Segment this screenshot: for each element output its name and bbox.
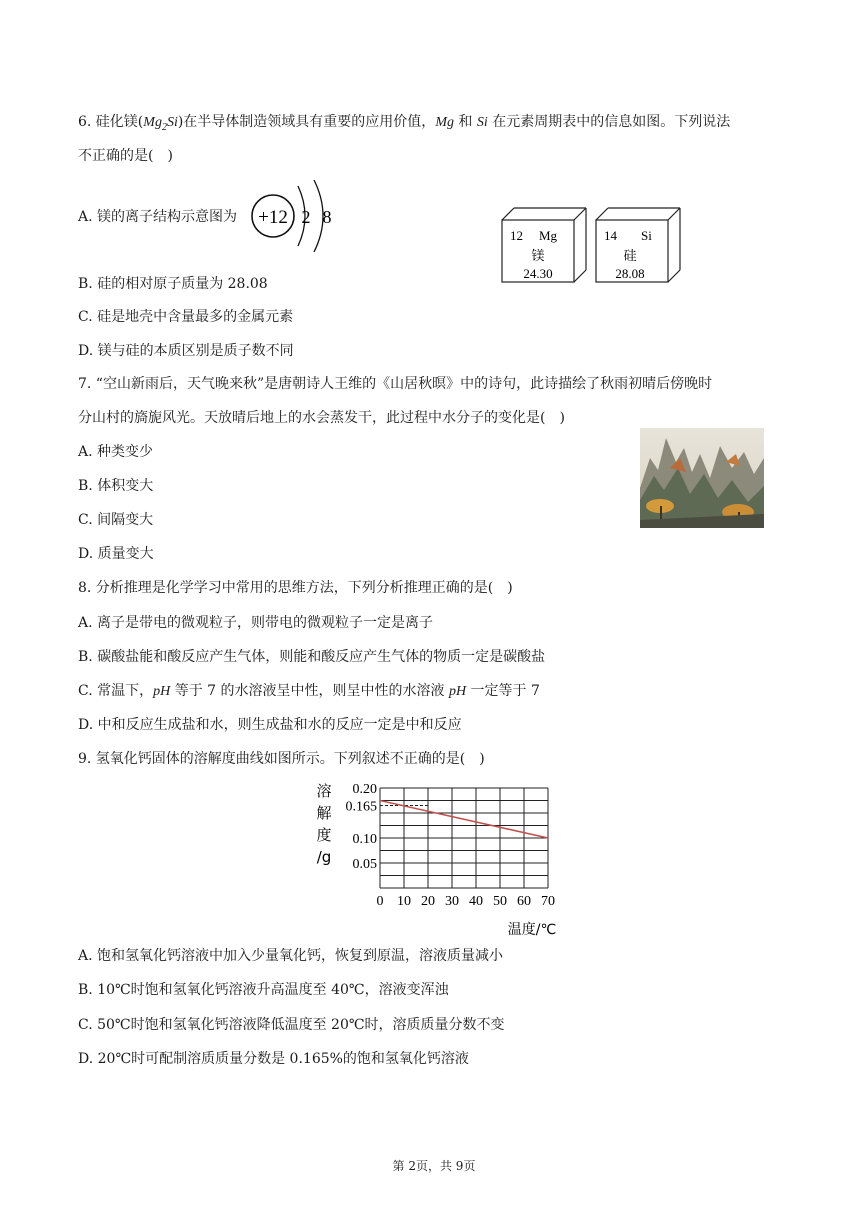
q8-option-b: B. 碳酸盐能和酸反应产生气体，则能和酸反应产生气体的物质一定是碳酸盐 (78, 649, 546, 665)
y-axis-label-char: 溶 (316, 782, 332, 800)
x-tick-label: 30 (445, 894, 459, 909)
element-number: 14 (604, 228, 617, 243)
q8-option-c: C. 常温下，pH 等于 7 的水溶液呈中性，则呈中性的水溶液 pH 一定等于 7 (78, 683, 540, 699)
x-tick-label: 70 (541, 894, 555, 909)
periodic-table-cells (498, 204, 688, 286)
q6-option-a: A. 镁的离子结构示意图为 (78, 209, 238, 225)
element-symbol: Si (641, 228, 652, 243)
element-symbol: Mg (539, 228, 558, 243)
ion-shell2-count: 8 (322, 207, 332, 227)
q6-option-b: B. 硅的相对原子质量为 28.08 (78, 276, 268, 292)
q7-stem-line1: 7. “空山新雨后，天气晚来秋”是唐朝诗人王维的《山居秋暝》中的诗句，此诗描绘了秋雨初晴后傍晚时 (78, 376, 713, 392)
y-axis-label-char: 解 (316, 804, 332, 822)
x-tick-label: 10 (397, 894, 411, 909)
q7-option-c: C. 间隔变大 (78, 512, 154, 528)
solubility-chart (300, 774, 570, 942)
ion-nucleus-charge: +12 (258, 207, 288, 228)
y-tick-label: 0.05 (352, 857, 377, 872)
y-tick-label: 0.20 (352, 782, 377, 797)
magnesium-ion-diagram (248, 176, 338, 258)
y-tick-label: 0.10 (352, 832, 377, 847)
q8-stem: 8. 分析推理是化学学习中常用的思维方法，下列分析推理正确的是( ) (78, 580, 513, 596)
q7-option-b: B. 体积变大 (78, 478, 154, 494)
page-footer: 第 2页，共 9页 (392, 1159, 476, 1173)
q9-option-c: C. 50℃时饱和氢氧化钙溶液降低温度至 20℃时，溶质质量分数不变 (78, 1017, 505, 1033)
x-tick-label: 20 (421, 894, 435, 909)
q6-stem-line1: 6. 硅化镁$(Mg_2Si)$在半导体制造领域具有重要的应用价值，Mg 和 Si 在元素周期表中的信息如图。下列说法 (78, 114, 731, 133)
q7-option-d: D. 质量变大 (78, 546, 154, 562)
element-name: 硅 (623, 249, 637, 264)
y-axis-label-char: 度 (316, 826, 332, 844)
ion-shell1-count: 2 (301, 207, 311, 227)
element-mass: 28.08 (615, 266, 645, 281)
x-tick-label: 60 (517, 894, 531, 909)
x-tick-label: 50 (493, 894, 507, 909)
q9-option-b: B. 10℃时饱和氢氧化钙溶液升高温度至 40℃，溶液变浑浊 (78, 982, 449, 998)
x-axis-label: 温度/℃ (507, 922, 557, 938)
q6-option-c: C. 硅是地壳中含量最多的金属元素 (78, 309, 294, 325)
q9-option-d: D. 20℃时可配制溶质质量分数是 0.165%的饱和氢氧化钙溶液 (78, 1051, 469, 1067)
y-axis-label-char: /g (316, 848, 332, 866)
q8-option-d: D. 中和反应生成盐和水，则生成盐和水的反应一定是中和反应 (78, 717, 462, 733)
q9-option-a: A. 饱和氢氧化钙溶液中加入少量氧化钙，恢复到原温，溶液质量减小 (78, 948, 504, 964)
q7-option-a: A. 种类变少 (78, 444, 154, 460)
x-tick-label: 40 (469, 894, 483, 909)
x-tick-label: 0 (376, 894, 384, 909)
element-number: 12 (510, 228, 523, 243)
q9-stem: 9. 氢氧化钙固体的溶解度曲线如图所示。下列叙述不正确的是( ) (78, 751, 485, 767)
q6-option-d: D. 镁与硅的本质区别是质子数不同 (78, 343, 294, 359)
q7-stem-line2: 分山村的旖旎风光。天放晴后地上的水会蒸发干，此过程中水分子的变化是( ) (78, 410, 565, 426)
q6-stem-line2: 不正确的是( ) (78, 148, 173, 164)
landscape-painting-image (640, 428, 764, 528)
element-name: 镁 (531, 249, 545, 264)
solubility-curve (380, 801, 548, 839)
y-tick-label: 0.165 (345, 799, 377, 815)
q8-option-a: A. 离子是带电的微观粒子，则带电的微观粒子一定是离子 (78, 615, 434, 631)
element-mass: 24.30 (523, 266, 553, 281)
